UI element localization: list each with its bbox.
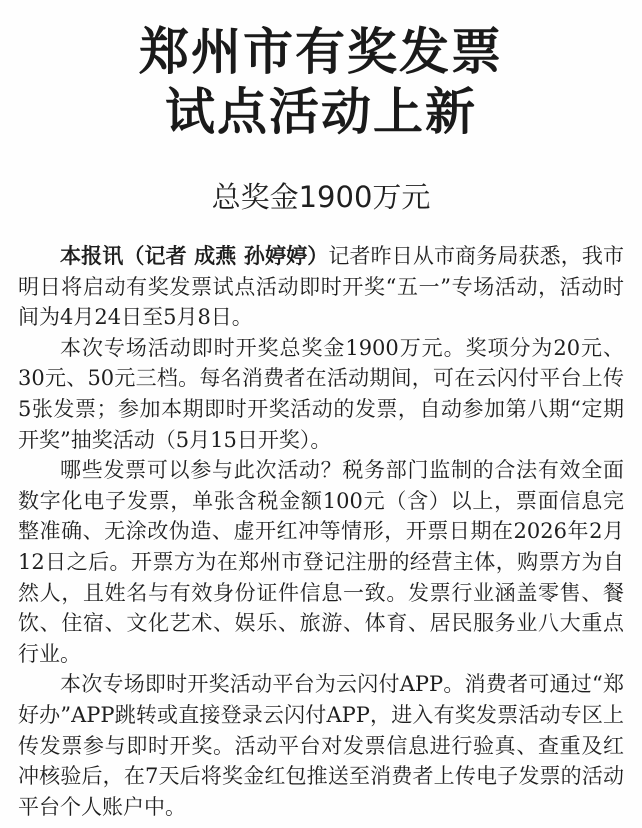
article-body: [18, 241, 624, 822]
article-paragraph: 本次专场即时开奖活动平台为云闪付APP。消费者可通过“郑好办”APP跳转或直接登录云闪付APP，进入有奖发票活动专区上传发票参与即时开奖。活动平台对发票信息进行验真、查重及红冲核验后，在7天后将奖金红包推送至消费者上传电子发票的活动平台个人账户中。: [18, 672, 624, 819]
article-paragraph-lead: [18, 241, 624, 333]
headline-line-1: 郑州市有奖发票: [139, 23, 503, 81]
lead-text: 记者昨日从市商务局获悉，我市明日将启动有奖发票试点活动即时开奖“五一”专场活动，活动时间为4月24日至5月8日。: [18, 244, 624, 330]
headline-line-2: 试点活动上新: [165, 83, 477, 141]
headline: [18, 22, 624, 142]
article-paragraph: 哪些发票可以参与此次活动？税务部门监制的合法有效全面数字化电子发票，单张含税金额100元（含）以上，票面信息完整准确、无涂改伪造、虚开红冲等情形，开票日期在2026年2月12日之后。开票方为在郑州市登记注册的经营主体，购票方为自然人，且姓名与有效身份证件信息一致。发票行业涵盖零售、餐饮、住宿、文化艺术、娱乐、旅游、体育、居民服务业八大重点行业。: [18, 458, 624, 666]
byline: 本报讯（记者 成燕 孙婷婷）: [60, 244, 329, 268]
article-paragraph: 本次专场活动即时开奖总奖金1900万元。奖项分为20元、30元、50元三档。每名消费者在活动期间，可在云闪付平台上传5张发票；参加本期即时开奖活动的发票，自动参加第八期“定期开奖”抽奖活动（5月15日开奖）。: [18, 335, 624, 452]
subtitle: 总奖金1900万元: [211, 180, 431, 214]
